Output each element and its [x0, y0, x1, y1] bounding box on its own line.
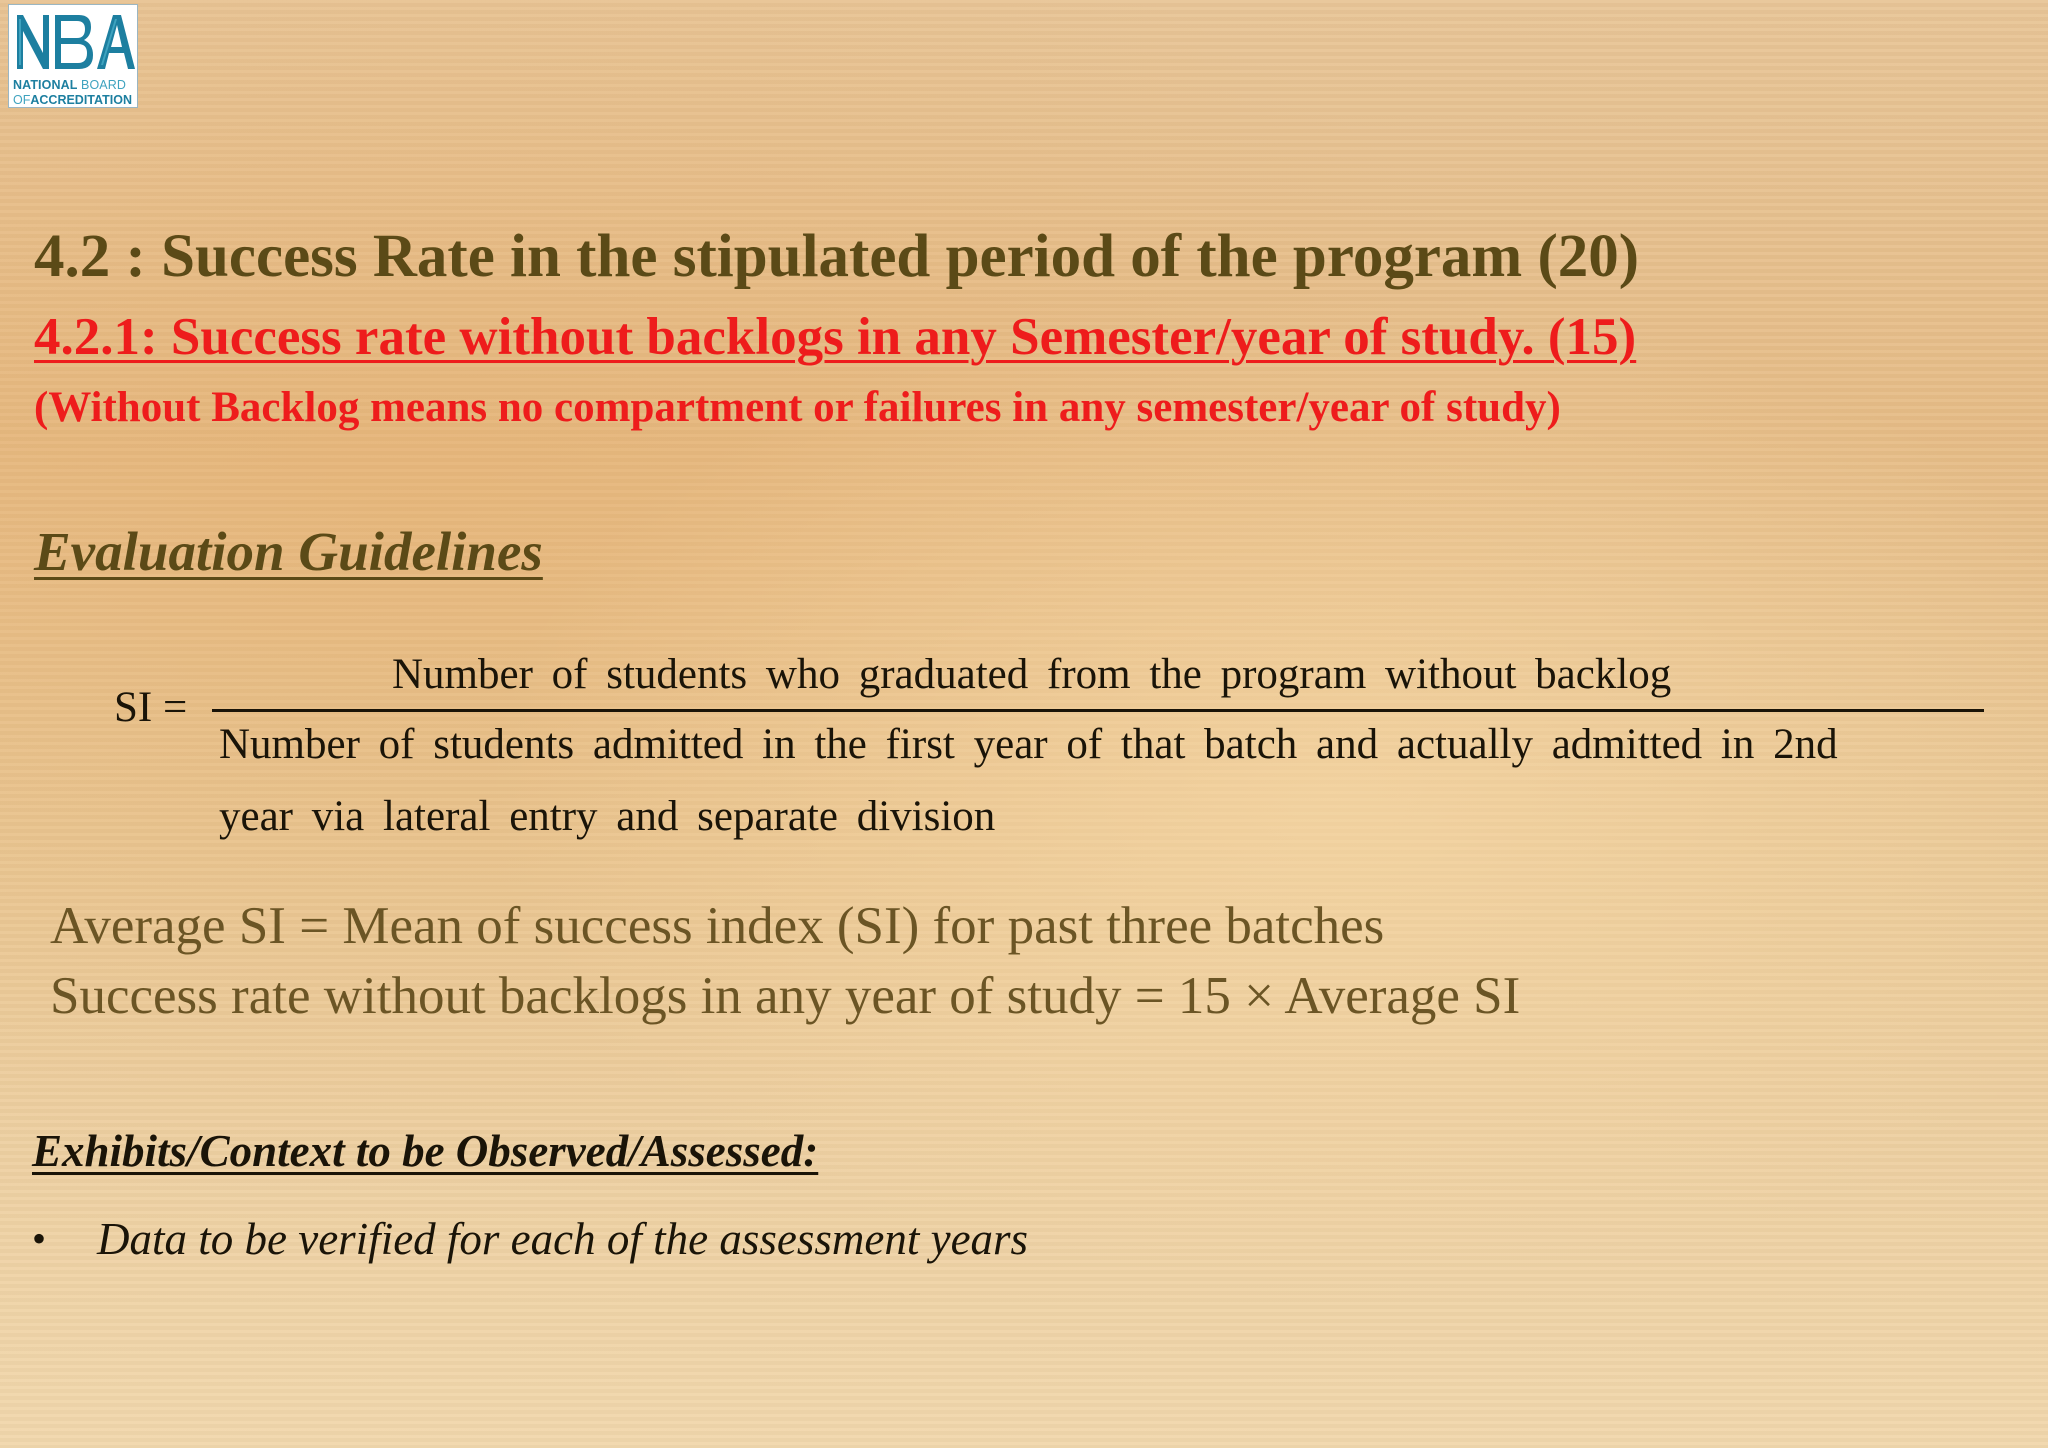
- formula-numerator: Number of students who graduated from the program without backlog: [392, 651, 1672, 698]
- section-subtitle: 4.2.1: Success rate without backlogs in any Semester/year of study. (15): [34, 308, 1637, 366]
- slide-title: 4.2 : Success Rate in the stipulated period of the program (20): [34, 223, 1640, 290]
- backlog-note: (Without Backlog means no compartment or failures in any semester/year of study): [34, 384, 1561, 431]
- formula-denominator-line1: Number of students admitted in the first year of that batch and actually admitted in 2nd: [219, 721, 1838, 768]
- fraction-bar: [212, 709, 1984, 712]
- exhibits-heading: Exhibits/Context to be Observed/Assessed:: [32, 1126, 819, 1176]
- formula-lhs: SI =: [114, 684, 188, 731]
- nba-logo-mark: [9, 5, 137, 77]
- average-si-definition: Average SI = Mean of success index (SI) for past three batches: [50, 897, 1385, 955]
- exhibit-item: Data to be verified for each of the assessment years: [97, 1214, 1029, 1264]
- formula-denominator-line2: year via lateral entry and separate division: [219, 793, 996, 840]
- evaluation-guidelines-heading: Evaluation Guidelines: [34, 521, 543, 582]
- logo-caption-line2: OFACCREDITATION: [13, 93, 132, 107]
- success-rate-formula: Success rate without backlogs in any year of study = 15 × Average SI: [50, 967, 1521, 1025]
- logo-caption-line1: NATIONAL BOARD: [13, 78, 126, 92]
- bullet-icon: •: [32, 1216, 47, 1261]
- nba-logo: [8, 4, 138, 108]
